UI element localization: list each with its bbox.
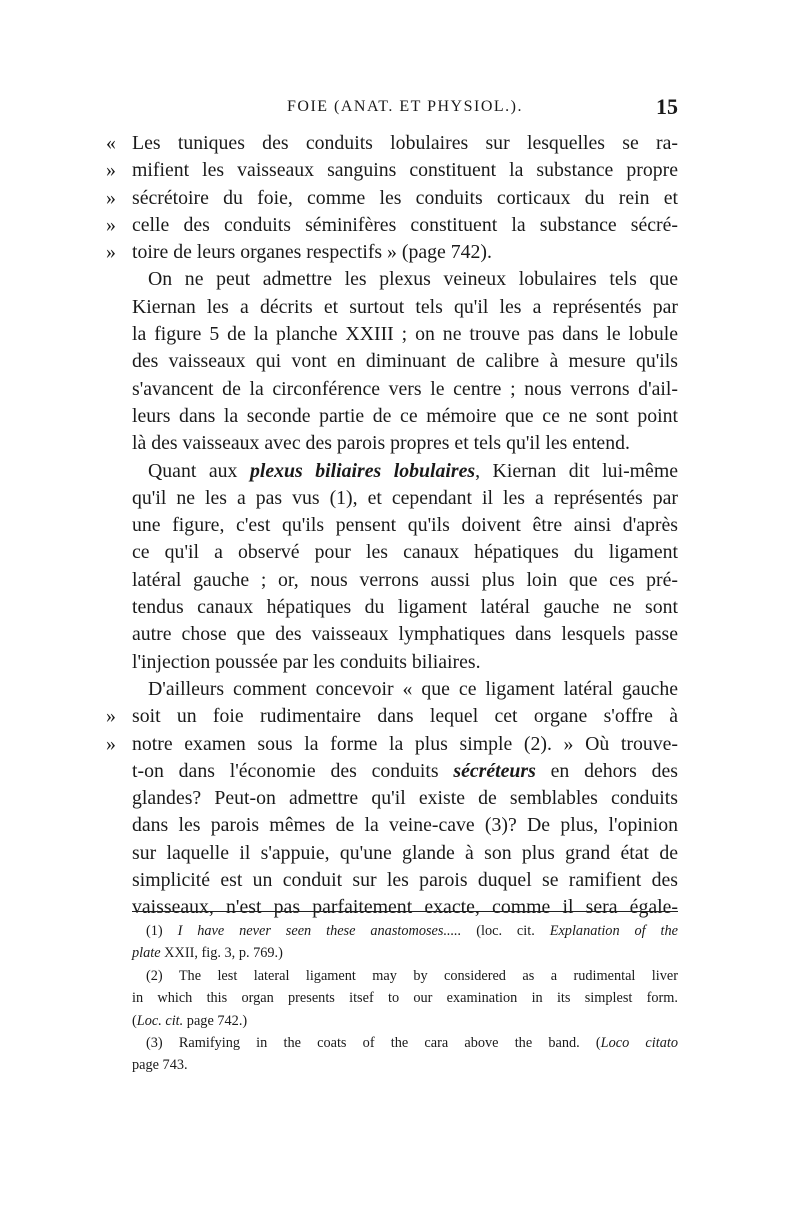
text-line: [132, 867, 678, 894]
quote-mark: «: [106, 132, 116, 154]
footnote-line: [132, 1054, 678, 1076]
text-line: [132, 403, 678, 430]
line-text: mifient les vaisseaux sanguins constituent la substance propre: [132, 159, 678, 182]
emphasized-text: plexus biliaires lobulaires: [249, 459, 476, 482]
line-text: Kiernan les a décrits et surtout tels qu'il les a représentés par: [132, 295, 678, 318]
line-text: t-on dans l'économie des conduits: [132, 759, 454, 782]
line-text: leurs dans la seconde partie de ce mémoire que ce ne sont point: [132, 404, 678, 427]
footnote-line: [132, 942, 678, 964]
line-text: soit un foie rudimentaire dans lequel cet organe s'offre à: [132, 705, 678, 728]
line-text: en dehors des: [535, 759, 678, 782]
line-text: s'avancent de la circonférence vers le centre ; nous verrons d'ail-: [132, 377, 678, 400]
text-line: [132, 758, 678, 785]
footnote-text: page 742.): [183, 1012, 248, 1029]
text-line: [106, 185, 678, 212]
line-text: D'ailleurs comment concevoir « que ce ligament latéral gauche: [148, 677, 678, 700]
text-line: [132, 621, 678, 648]
text-line: [132, 649, 678, 676]
footnote-text: (3) Ramifying in the coats of the cara above the band. (: [146, 1034, 601, 1051]
text-line: [132, 785, 678, 812]
line-text: ce qu'il a observé pour les canaux hépatiques du ligament: [132, 541, 678, 564]
footnote-italic: Loc. cit.: [136, 1012, 184, 1029]
quote-mark: »: [106, 241, 116, 264]
text-line: [132, 539, 678, 566]
footnote-text: (1): [146, 923, 178, 939]
footnote-italic: plate: [132, 945, 161, 962]
line-text: Quant aux: [148, 459, 250, 482]
footnote-italic: Loco citato: [600, 1034, 678, 1051]
line-text: latéral gauche ; or, nous verrons aussi plus loin que ces pré-: [132, 568, 678, 591]
line-text: notre examen sous la forme la plus simple (2). » Où trouve-: [132, 732, 678, 755]
line-text: qu'il ne les a pas vus (1), et cependant il les a représentés par: [132, 486, 678, 509]
text-line: [132, 376, 678, 403]
running-title: FOIE (ANAT. ET PHYSIOL.).: [286, 98, 523, 115]
line-text: dans les parois mêmes de la veine-cave (3)? De plus, l'opinion: [132, 814, 678, 837]
line-text: Les tuniques des conduits lobulaires sur lesquelles se ra-: [132, 132, 678, 154]
text-line: [132, 676, 678, 703]
line-text: autre chose que des vaisseaux lymphatiques dans lesquels passe: [132, 623, 678, 646]
quote-mark: »: [106, 732, 116, 755]
text-line: [132, 512, 678, 539]
line-text: On ne peut admettre les plexus veineux lobulaires tels que: [148, 268, 678, 291]
text-line: [132, 458, 678, 485]
footnote-text: XXII, fig. 3, p. 769.): [160, 945, 283, 962]
text-line: [132, 348, 678, 375]
text-line: [132, 840, 678, 867]
text-line: [132, 485, 678, 512]
text-line: [106, 703, 678, 730]
quote-mark: »: [106, 213, 116, 236]
line-text: l'injection poussée par les conduits biliaires.: [132, 650, 481, 673]
line-text: la figure 5 de la planche XXIII ; on ne trouve pas dans le lobule: [132, 323, 678, 346]
emphasized-text: sécréteurs: [453, 759, 536, 782]
text-line: [132, 321, 678, 348]
text-line: [132, 894, 678, 921]
line-text: sécrétoire du foie, comme les conduits corticaux du rein et: [132, 186, 678, 209]
line-text: celle des conduits séminifères constituent la substance sécré-: [132, 213, 678, 236]
text-line: [132, 266, 678, 293]
line-text: , Kiernan dit lui-même: [475, 459, 678, 482]
line-text: glandes? Peut-on admettre qu'il existe de semblables conduits: [132, 787, 678, 810]
line-text: simplicité est un conduit sur les parois duquel se ramifient des: [132, 869, 678, 892]
footnote-text: (: [132, 1012, 137, 1029]
text-line: [106, 239, 678, 266]
footnote-line: [132, 965, 678, 987]
main-text: [106, 130, 678, 922]
footnote-line: [132, 987, 678, 1009]
text-line: [132, 294, 678, 321]
line-text: une figure, c'est qu'ils pensent qu'ils doivent être ainsi d'après: [132, 514, 678, 537]
text-line: [132, 567, 678, 594]
text-line: [132, 812, 678, 839]
line-text: toire de leurs organes respectifs » (page 742).: [132, 241, 492, 264]
page-header: [132, 94, 678, 124]
text-line: [132, 430, 678, 457]
line-text: des vaisseaux qui vont en diminuant de calibre à mesure qu'ils: [132, 350, 678, 373]
footnote-separator: [132, 911, 678, 912]
page-number: 15: [656, 94, 678, 119]
footnote-italic: I have never seen these anastomoses.....: [177, 923, 462, 939]
footnote-line: [132, 1032, 678, 1054]
text-line: [132, 594, 678, 621]
text-line: [106, 212, 678, 239]
footnotes: [132, 920, 678, 1077]
text-line: [106, 130, 678, 157]
quote-mark: »: [106, 186, 116, 209]
text-line: [106, 731, 678, 758]
line-text: vaisseaux, n'est pas parfaitement exacte, comme il sera égale-: [132, 896, 678, 919]
quote-mark: »: [106, 159, 116, 182]
footnote-text: page 743.: [132, 1057, 188, 1074]
text-line: [106, 157, 678, 184]
line-text: tendus canaux hépatiques du ligament latéral gauche ne sont: [132, 596, 678, 619]
footnote-text: (2) The lest lateral ligament may by considered as a rudimental liver: [146, 967, 678, 984]
footnote-text: in which this organ presents itsef to our examination in its simplest form.: [132, 990, 678, 1007]
footnote-line: [132, 1010, 678, 1032]
footnote-text: (loc. cit.: [461, 923, 550, 939]
footnote-line: [132, 920, 678, 942]
footnote-italic: Explanation of the: [549, 923, 678, 939]
quote-mark: »: [106, 705, 116, 728]
line-text: là des vaisseaux avec des parois propres et tels qu'il les entend.: [132, 432, 630, 455]
line-text: sur laquelle il s'appuie, qu'une glande à son plus grand état de: [132, 841, 678, 864]
